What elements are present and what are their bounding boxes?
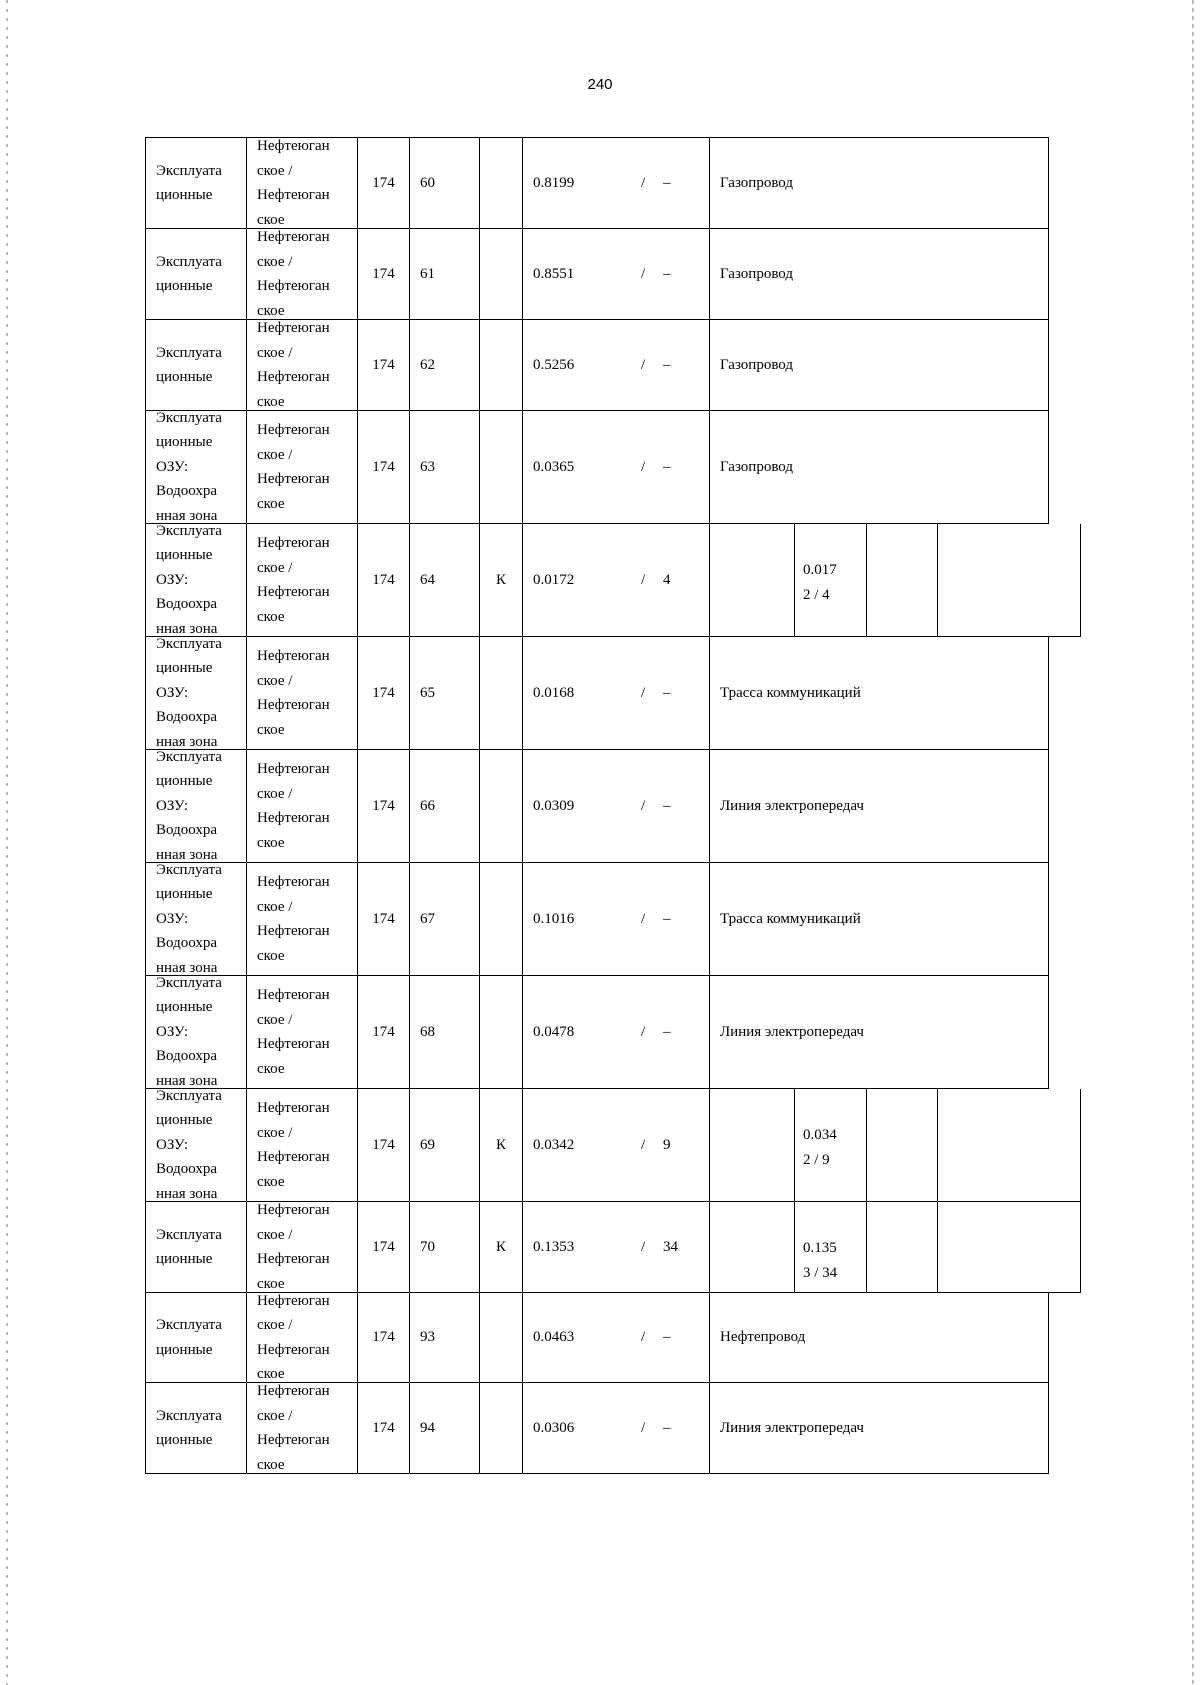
parcel-cell: 69 [409,1089,479,1201]
table-row [145,320,1049,411]
scan-edge-right [1192,0,1194,1685]
category-cell [146,1293,246,1382]
area-slash: / [641,174,646,191]
sub-cell-3 [866,1089,937,1201]
area-slash: / [641,1136,646,1153]
mark-cell [479,320,522,410]
area-extra-value: – [663,910,671,927]
category-text: Эксплуата ционные ОЗУ: Водоохра нная зона [156,522,222,637]
area-value: 0.0309 [533,797,575,814]
area-cell [522,1202,709,1292]
sub-cell-2 [794,1202,866,1292]
area-value: 0.0168 [533,684,575,701]
table-row [145,524,1081,637]
category-cell [146,1089,246,1201]
quarter-cell: 174 [357,1383,409,1473]
category-cell [146,524,246,636]
sub-cell-4 [937,1089,1082,1201]
table-row [145,637,1049,750]
use-cell: Линия электропередач [709,1383,1048,1473]
category-text: Эксплуата ционные [156,1226,222,1267]
area-cell [522,863,709,975]
location-cell [246,1202,357,1292]
location-cell [246,138,357,228]
area-value: 0.0365 [533,458,575,475]
use-cell: Линия электропередач [709,750,1048,862]
location-text: Нефтеюган ское / Нефтеюган ское [257,320,330,410]
category-cell [146,320,246,410]
scan-edge-left [6,0,8,1685]
sub-cell-1 [709,1202,794,1292]
mark-cell [479,411,522,523]
location-text: Нефтеюган ское / Нефтеюган ское [257,1292,330,1382]
quarter-cell: 174 [357,863,409,975]
location-cell [246,229,357,319]
location-text: Нефтеюган ское / Нефтеюган ское [257,535,330,625]
location-cell [246,320,357,410]
area-slash: / [641,1329,646,1346]
sub-value: 0.135 3 / 34 [803,1240,838,1281]
parcel-cell: 68 [409,976,479,1088]
category-cell [146,411,246,523]
area-cell [522,1089,709,1201]
mark-cell: К [479,1089,522,1201]
table-row [145,1293,1049,1383]
category-cell [146,637,246,749]
location-cell [246,1089,357,1201]
area-slash: / [641,1419,646,1436]
area-cell [522,138,709,228]
mark-cell [479,1293,522,1382]
area-slash: / [641,684,646,701]
area-slash: / [641,265,646,282]
area-extra-value: – [663,1329,671,1346]
mark-cell: К [479,524,522,636]
table-row [145,1383,1049,1474]
area-extra-value: 34 [663,1238,678,1255]
table-row [145,863,1049,976]
area-cell [522,976,709,1088]
table-row [145,137,1049,229]
area-value: 0.0463 [533,1329,575,1346]
area-extra-value: – [663,458,671,475]
location-text: Нефтеюган ское / Нефтеюган ское [257,874,330,964]
category-cell [146,750,246,862]
area-cell [522,524,709,636]
area-slash: / [641,458,646,475]
parcel-cell: 63 [409,411,479,523]
parcel-cell: 94 [409,1383,479,1473]
area-extra-value: 4 [663,571,671,588]
location-text: Нефтеюган ское / Нефтеюган ское [257,138,330,228]
quarter-cell: 174 [357,1293,409,1382]
quarter-cell: 174 [357,229,409,319]
location-text: Нефтеюган ское / Нефтеюган ское [257,761,330,851]
quarter-cell: 174 [357,637,409,749]
table-row [145,229,1049,320]
table-row [145,1089,1081,1202]
area-cell [522,411,709,523]
use-cell: Газопровод [709,229,1048,319]
category-text: Эксплуата ционные ОЗУ: Водоохра нная зона [156,974,222,1089]
category-cell [146,229,246,319]
sub-cell-1 [709,524,794,636]
area-value: 0.0478 [533,1023,575,1040]
area-cell [522,1293,709,1382]
area-slash: / [641,797,646,814]
location-cell [246,976,357,1088]
sub-cell-3 [866,524,937,636]
table-row [145,750,1049,863]
quarter-cell: 174 [357,138,409,228]
mark-cell [479,976,522,1088]
area-slash: / [641,571,646,588]
category-text: Эксплуата ционные ОЗУ: Водоохра нная зона [156,1087,222,1202]
quarter-cell: 174 [357,750,409,862]
area-extra-value: – [663,1023,671,1040]
page-number: 240 [587,76,613,93]
area-value: 0.1016 [533,910,575,927]
category-cell [146,138,246,228]
location-cell [246,411,357,523]
use-cell: Газопровод [709,138,1048,228]
quarter-cell: 174 [357,411,409,523]
parcel-cell: 61 [409,229,479,319]
table-row [145,976,1049,1089]
category-cell [146,863,246,975]
location-cell [246,750,357,862]
quarter-cell: 174 [357,1202,409,1292]
mark-cell [479,229,522,319]
mark-cell: К [479,1202,522,1292]
area-value: 0.8199 [533,174,575,191]
mark-cell [479,1383,522,1473]
use-cell: Трасса коммуникаций [709,863,1048,975]
quarter-cell: 174 [357,320,409,410]
category-text: Эксплуата ционные ОЗУ: Водоохра нная зона [156,748,222,863]
area-value: 0.0342 [533,1136,575,1153]
location-cell [246,524,357,636]
mark-cell [479,138,522,228]
parcel-cell: 62 [409,320,479,410]
sub-cell-2 [794,524,866,636]
use-cell: Трасса коммуникаций [709,637,1048,749]
area-value: 0.0306 [533,1419,575,1436]
area-slash: / [641,356,646,373]
area-cell [522,1383,709,1473]
area-slash: / [641,1023,646,1040]
parcel-cell: 93 [409,1293,479,1382]
sub-cell-4 [937,1202,1082,1292]
category-cell [146,976,246,1088]
location-text: Нефтеюган ское / Нефтеюган ское [257,1100,330,1190]
area-value: 0.5256 [533,356,575,373]
location-text: Нефтеюган ское / Нефтеюган ское [257,229,330,319]
parcel-cell: 60 [409,138,479,228]
parcel-cell: 65 [409,637,479,749]
category-text: Эксплуата ционные ОЗУ: Водоохра нная зона [156,409,222,524]
mark-cell [479,637,522,749]
table-row [145,411,1049,524]
location-cell [246,1293,357,1382]
data-table [145,137,1049,1474]
mark-cell [479,750,522,862]
area-cell [522,750,709,862]
use-cell: Газопровод [709,411,1048,523]
quarter-cell: 174 [357,976,409,1088]
sub-value: 0.034 2 / 9 [803,1127,837,1168]
parcel-cell: 66 [409,750,479,862]
area-extra-value: – [663,1419,671,1436]
area-extra-value: 9 [663,1136,671,1153]
location-text: Нефтеюган ское / Нефтеюган ское [257,1383,330,1473]
location-cell [246,1383,357,1473]
use-cell: Линия электропередач [709,976,1048,1088]
mark-cell [479,863,522,975]
sub-value: 0.017 2 / 4 [803,562,837,603]
location-text: Нефтеюган ское / Нефтеюган ское [257,1202,330,1292]
area-cell [522,637,709,749]
parcel-cell: 70 [409,1202,479,1292]
sub-cell-3 [866,1202,937,1292]
area-value: 0.8551 [533,265,575,282]
area-value: 0.1353 [533,1238,575,1255]
area-cell [522,320,709,410]
area-extra-value: – [663,356,671,373]
area-extra-value: – [663,797,671,814]
area-extra-value: – [663,684,671,701]
category-text: Эксплуата ционные ОЗУ: Водоохра нная зона [156,635,222,750]
sub-cell-2 [794,1089,866,1201]
area-cell [522,229,709,319]
location-text: Нефтеюган ское / Нефтеюган ское [257,987,330,1077]
category-text: Эксплуата ционные [156,1407,222,1448]
quarter-cell: 174 [357,1089,409,1201]
location-text: Нефтеюган ское / Нефтеюган ское [257,648,330,738]
category-text: Эксплуата ционные [156,1317,222,1358]
table-row [145,1202,1081,1293]
category-text: Эксплуата ционные ОЗУ: Водоохра нная зона [156,861,222,976]
use-cell: Газопровод [709,320,1048,410]
location-text: Нефтеюган ское / Нефтеюган ское [257,422,330,512]
area-slash: / [641,1238,646,1255]
category-text: Эксплуата ционные [156,344,222,385]
category-text: Эксплуата ционные [156,162,222,203]
parcel-cell: 67 [409,863,479,975]
quarter-cell: 174 [357,524,409,636]
use-cell: Нефтепровод [709,1293,1048,1382]
location-cell [246,863,357,975]
area-extra-value: – [663,265,671,282]
category-cell [146,1383,246,1473]
parcel-cell: 64 [409,524,479,636]
sub-cell-1 [709,1089,794,1201]
area-extra-value: – [663,174,671,191]
category-cell [146,1202,246,1292]
sub-cell-4 [937,524,1082,636]
area-value: 0.0172 [533,571,575,588]
location-cell [246,637,357,749]
category-text: Эксплуата ционные [156,253,222,294]
area-slash: / [641,910,646,927]
